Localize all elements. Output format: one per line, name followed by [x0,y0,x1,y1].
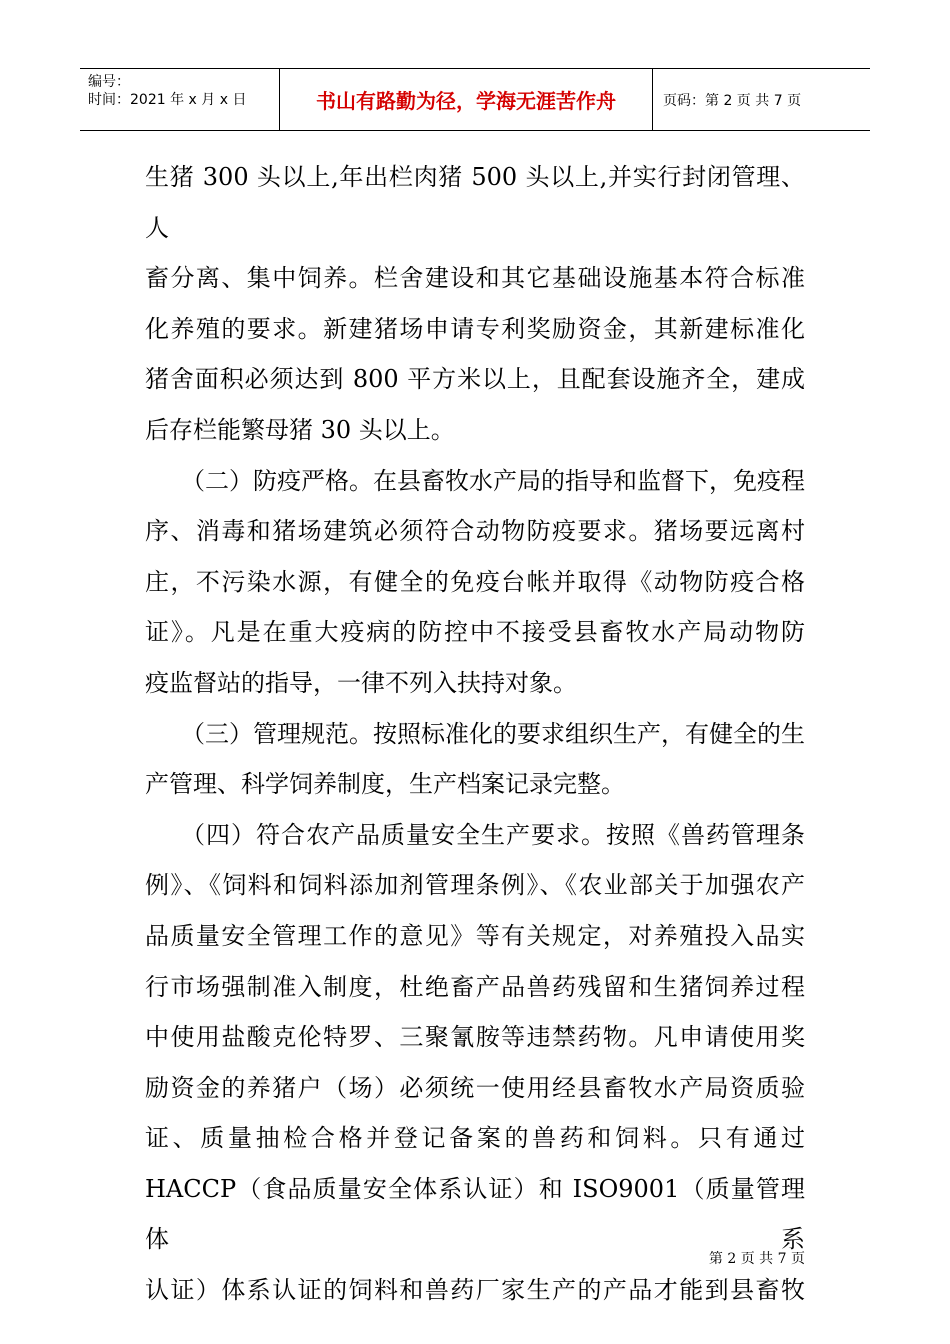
body-line: （二）防疫严格。在县畜牧水产局的指导和监督下，免疫程 [181,466,805,495]
page-footer-number: 第 2 页 共 7 页 [708,1251,805,1267]
body-line: HACCP（食品质量安全体系认证）和 ISO9001（质量管理体系 [145,1174,805,1254]
header-meta [80,69,280,130]
body-line: 畜分离、集中饲养。栏舍建设和其它基础设施基本符合标准 [145,264,805,293]
body-line: 序、消毒和猪场建筑必须符合动物防疫要求。猪场要远离村 [145,517,805,546]
header-motto-cell [280,69,653,130]
body-line: 疫监督站的指导，一律不列入扶持对象。 [145,668,577,697]
body-line: 励资金的养猪户（场）必须统一使用经县畜牧水产局资质验 [145,1073,805,1102]
body-line: 例》、《饲料和饲料添加剂管理条例》、《农业部关于加强农产 [145,871,805,900]
header-page-number: 页码：第 2 页 共 7 页 [663,92,802,109]
body-line: 化养殖的要求。新建猪场申请专利奖励资金，其新建标准化 [145,314,805,343]
page-header [80,68,870,131]
body-line: 行市场强制准入制度，杜绝畜产品兽药残留和生猪饲养过程 [145,972,805,1001]
body-line: 证》。凡是在重大疫病的防控中不接受县畜牧水产局动物防 [145,618,805,647]
document-number-label: 编号： [88,74,130,90]
document-body [145,152,805,1316]
header-motto: 书山有路勤为径，学海无涯苦作舟 [316,89,616,113]
document-time-label: 时间：2021 年 x 月 x 日 [88,92,247,108]
body-line: 猪舍面积必须达到 800 平方米以上，且配套设施齐全，建成 [145,365,805,394]
body-line: （三）管理规范。按照标准化的要求组织生产，有健全的生 [181,719,805,748]
body-line: 中使用盐酸克伦特罗、三聚氰胺等违禁药物。凡申请使用奖 [145,1023,805,1052]
body-line: 品质量安全管理工作的意见》等有关规定，对养殖投入品实 [145,921,805,950]
body-line: 认证）体系认证的饲料和兽药厂家生产的产品才能到县畜牧 [145,1276,805,1305]
body-line: 后存栏能繁母猪 30 头以上。 [145,415,455,444]
body-line: 证、质量抽检合格并登记备案的兽药和饲料。只有通过 [145,1124,805,1153]
body-line: 庄，不污染水源，有健全的免疫台帐并取得《动物防疫合格 [145,567,805,596]
body-line: （四）符合农产品质量安全生产要求。按照《兽药管理条 [181,820,805,849]
body-line: 产管理、科学饲养制度，生产档案记录完整。 [145,770,625,799]
body-line: 生猪 300 头以上,年出栏肉猪 500 头以上,并实行封闭管理、人 [145,163,805,242]
